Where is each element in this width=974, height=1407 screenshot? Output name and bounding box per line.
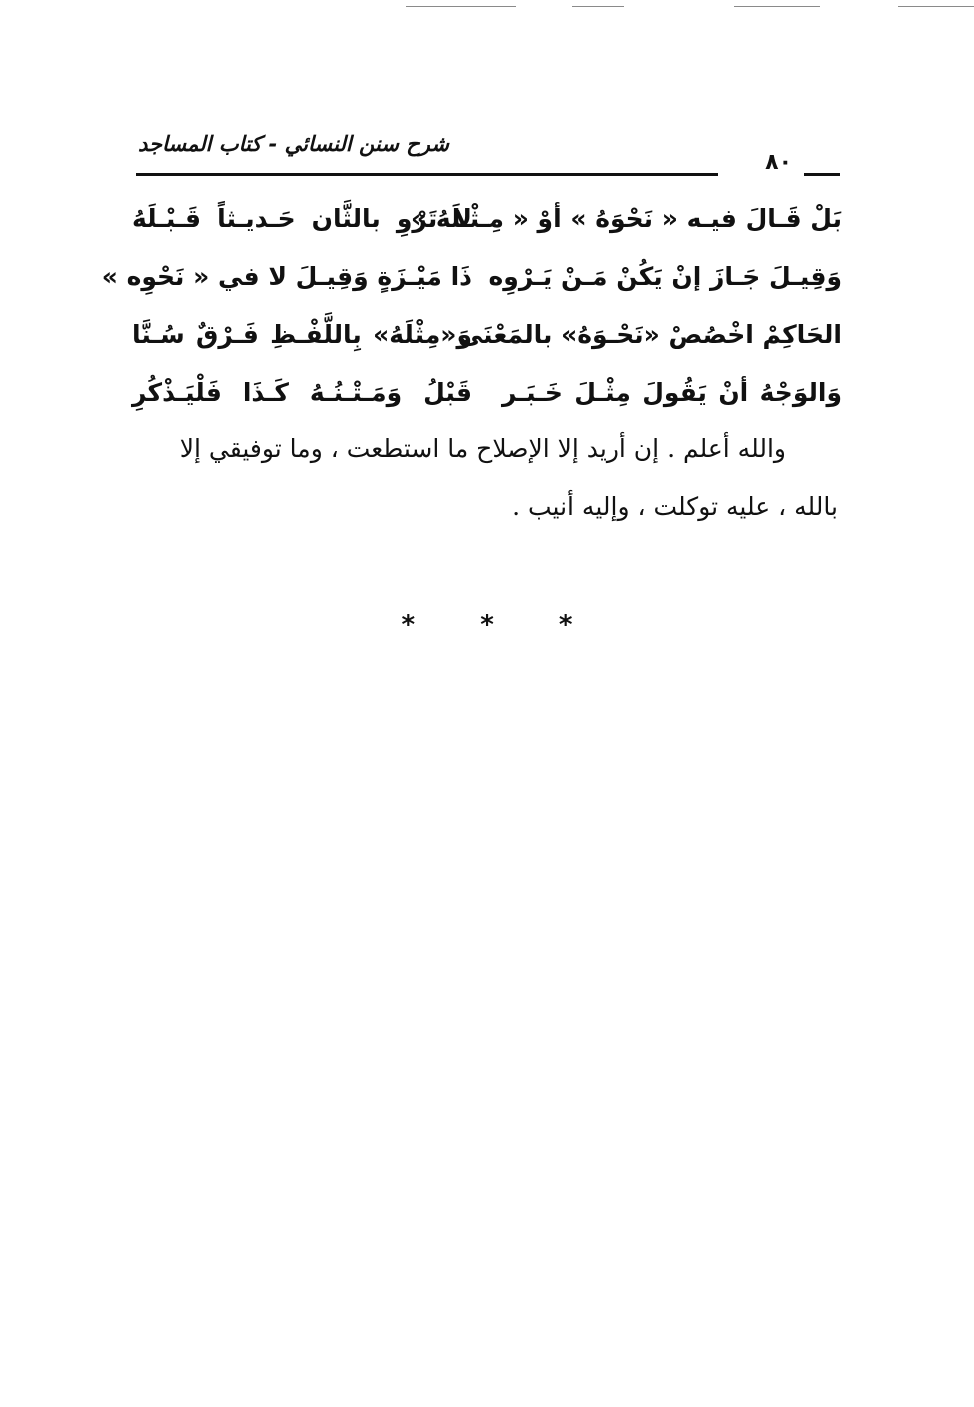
- verse-first-hemistich: وَقِيـلَ جَـازَ إنْ يَكُنْ مَـنْ يَـرْوِه: [488, 262, 842, 291]
- closing-paragraph: [132, 420, 838, 536]
- scan-edge-mark: [572, 6, 624, 7]
- header-rule: [136, 173, 718, 176]
- verse-first-hemistich: وَالوَجْهُ أنْ يَقُولَ مِثْـلَ خَـبَـر: [502, 378, 842, 407]
- header-title: شرح سنن النسائي - كتاب المساجد: [138, 132, 449, 156]
- section-separator: * * *: [401, 610, 601, 640]
- header-dash: [804, 173, 840, 176]
- scan-edge-mark: [734, 6, 820, 7]
- verse-first-hemistich: الحَاكِمْ اخْصُصْ «نَحْـوَهُ» بالمَعْنَى: [457, 320, 842, 349]
- paragraph-line: بالله ، عليه توكلت ، وإليه أنيب .: [512, 492, 838, 521]
- verse-second-hemistich: وَ«مِثْلَهُ» بِاللَّفْـظِ فَـرْقٌ سُـنَّا: [132, 320, 472, 349]
- verse-second-hemistich: ذَا مَيْـزَةٍ وَقِيـلَ لا في « نَحْوِه »: [101, 262, 472, 291]
- poem-block: [101, 198, 842, 430]
- scan-edge-mark: [406, 6, 516, 7]
- verse-first-hemistich: بَلْ قَـالَ فيـه « نَحْوَهُ » أوْ « مِـثْـلَهُ »: [411, 204, 842, 233]
- scan-edge-mark: [898, 6, 974, 7]
- verse: [132, 198, 842, 256]
- running-header: [120, 132, 840, 196]
- paragraph-line: والله أعلم . إن أريد إلا الإصلاح ما استطعت ، وما توفيقي إلا: [179, 434, 786, 463]
- verse: [101, 256, 842, 314]
- page-number: ٨٠: [765, 150, 792, 175]
- verse-second-hemistich: قَبْلُ وَمَـتْـنُـهُ كَـذَا فَلْيَـذْكُرِ: [132, 378, 472, 407]
- verse-second-hemistich: لا تَرْوِ بالثَّان حَـديـثاً قَـبْـلَهُ: [132, 204, 472, 233]
- verse: [132, 314, 842, 372]
